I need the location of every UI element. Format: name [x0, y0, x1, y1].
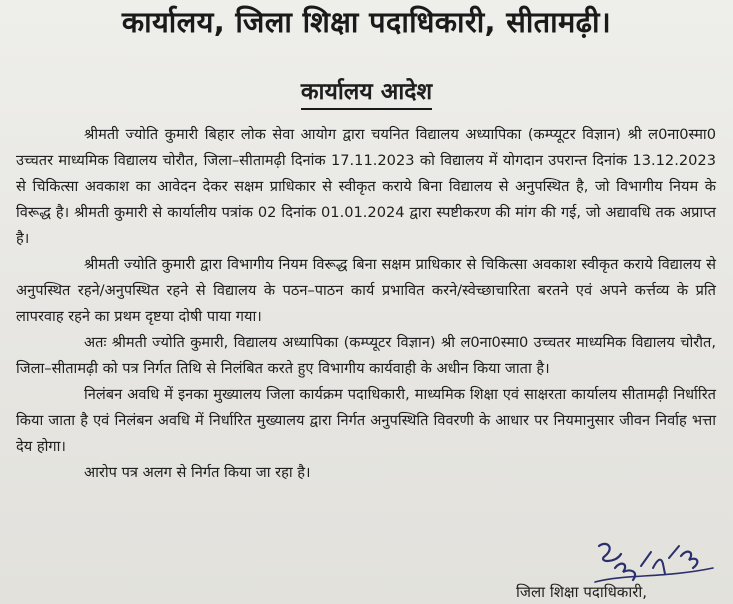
paragraph-guilty-finding: श्रीमती ज्योति कुमारी द्वारा विभागीय नियम विरूद्ध बिना सक्षम प्राधिकार से चिकित्सा अवकाश स्वीकृत कराये विद्यालय से अनुपस्थित रहने/अनुपस्थित रहने से विद्यालय के पठन–पाठन कार्य प्रभावित करने/स्वेच्छाचारिता बरतने एवं अपने कर्त्तव्य के प्रति लापरवाह रहने का प्रथम दृष्टया दोषी पाया गया। [16, 256, 716, 325]
paragraph-suspension-order: अतः श्रीमती ज्योति कुमारी, विद्यालय अध्यापिका (कम्प्यूटर विज्ञान) श्री ल0ना0स्मा0 उच्चतर माध्यमिक विद्यालय चोरौत, जिला–सीतामढ़ी को पत्र निर्गत तिथि से निलंबित करते हुए विभागीय कार्यवाही के अधीन किया जाता है। [16, 334, 716, 377]
paragraph-charge-sheet: आरोप पत्र अलग से निर्गत किया जा रहा है। [84, 464, 311, 481]
order-title-text: कार्यालय आदेश [301, 74, 432, 110]
office-header: कार्यालय, जिला शिक्षा पदाधिकारी, सीतामढ़ी। [121, 5, 612, 39]
signatory-designation: जिला शिक्षा पदाधिकारी, [516, 583, 648, 601]
order-body [16, 122, 716, 486]
paragraph-headquarters: निलंबन अवधि में इनका मुख्यालय जिला कार्यक्रम पदाधिकारी, माध्यमिक शिक्षा एवं साक्षरता कार्यालय सीतामढ़ी निर्धारित किया जाता है एवं निलंबन अवधि में निर्धारित मुख्यालय द्वारा निर्गत अनुपस्थिति विवरणी के आधार पर नियमानुसार जीवन निर्वाह भत्ता देय होगा। [16, 386, 716, 455]
paragraph-absence-details: श्रीमती ज्योति कुमारी बिहार लोक सेवा आयोग द्वारा चयनित विद्यालय अध्यापिका (कम्प्यूटर विज्ञान) श्री ल0ना0स्मा0 उच्चतर माध्यमिक विद्यालय चोरौत, जिला–सीतामढ़ी दिनांक 17.11.2023 को विद्यालय में योगदान उपरान्त दिनांक 13.12.2023 से चिकित्सा अवकाश का आवेदन देकर सक्षम प्राधिकार से स्वीकृत कराये बिना विद्यालय से अनुपस्थित है, जो विभागीय नियम के विरूद्ध है। श्रीमती कुमारी से कार्यालीय पत्रांक 02 दिनांक 01.01.2024 द्वारा स्पष्टीकरण की मांग की गई, जो अद्यावधि तक अप्राप्त है। [16, 126, 716, 247]
order-title [0, 74, 733, 110]
